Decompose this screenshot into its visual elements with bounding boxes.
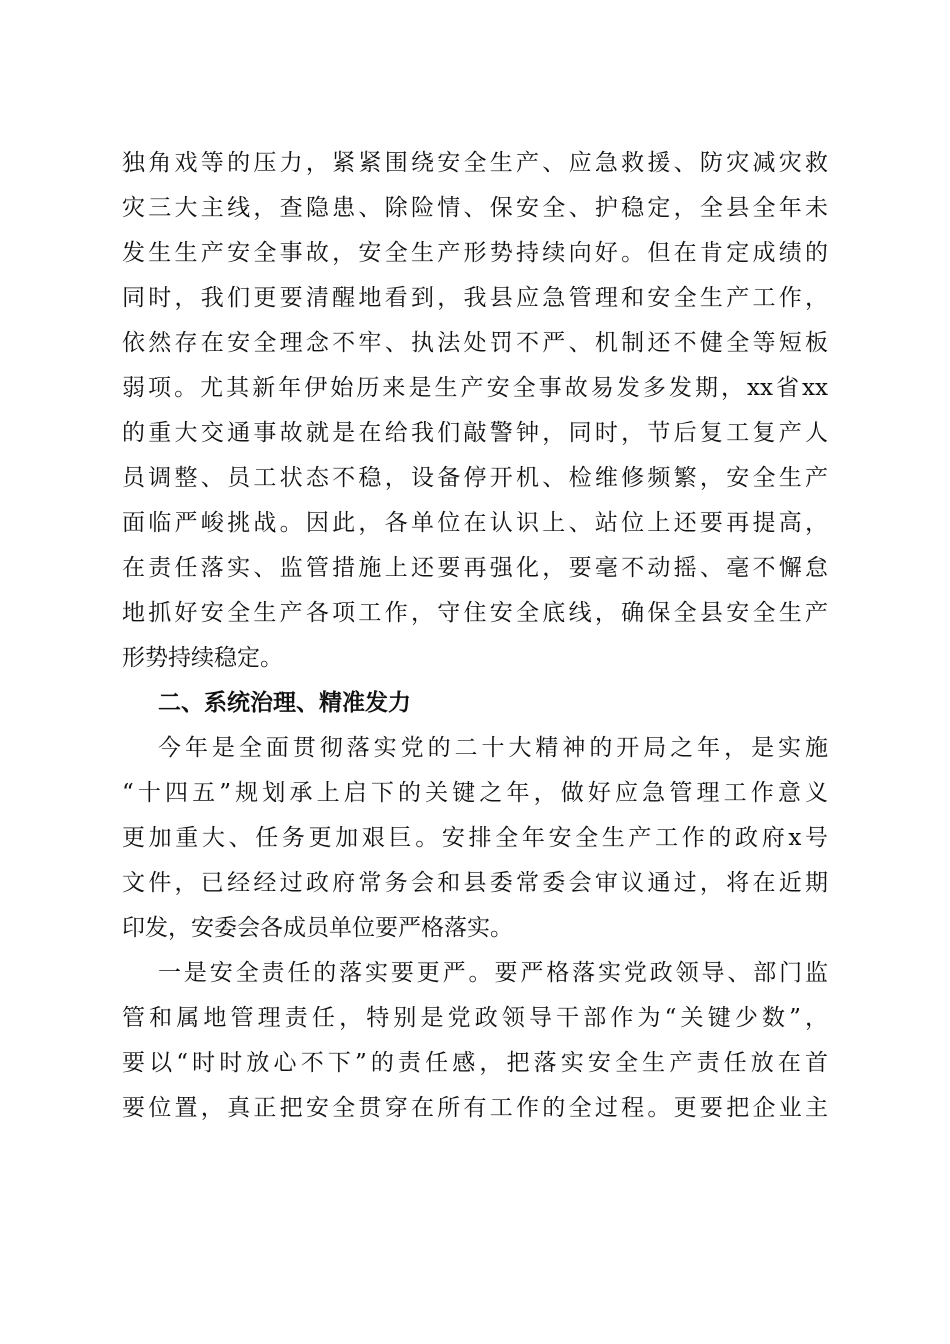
paragraph-line: 管和属地管理责任，特别是党政领导干部作为“关键少数”， — [122, 1005, 828, 1031]
paragraph-line: 独角戏等的压力，紧紧围绕安全生产、应急救援、防灾减灾救 — [122, 150, 828, 176]
paragraph-2 — [122, 726, 828, 951]
paragraph-line: 形势持续稳定。 — [122, 645, 283, 671]
paragraph-line: 一是安全责任的落实要更严。要严格落实党政领导、部门监 — [158, 960, 828, 986]
paragraph-line: 依然存在安全理念不牢、执法处罚不严、机制还不健全等短板 — [122, 330, 828, 356]
paragraph-line: 发生生产安全事故，安全生产形势持续向好。但在肯定成绩的 — [122, 240, 828, 266]
paragraph-line: 同时，我们更要清醒地看到，我县应急管理和安全生产工作， — [122, 285, 828, 311]
paragraph-line: 在责任落实、监管措施上还要再强化，要毫不动摇、毫不懈怠 — [122, 555, 828, 581]
paragraph-line: 灾三大主线，查隐患、除险情、保安全、护稳定，全县全年未 — [122, 195, 828, 221]
section-heading: 二、系统治理、精准发力 — [158, 690, 411, 716]
paragraph-line: 地抓好安全生产各项工作，守住安全底线，确保全县安全生产 — [122, 600, 828, 626]
paragraph-3 — [122, 951, 828, 1131]
paragraph-line: 面临严峻挑战。因此，各单位在认识上、站位上还要再提高， — [122, 510, 828, 536]
paragraph-line: 文件，已经经过政府常务会和县委常委会审议通过，将在近期 — [122, 870, 828, 896]
paragraph-line: “十四五”规划承上启下的关键之年，做好应急管理工作意义 — [122, 780, 828, 806]
paragraph-1 — [122, 141, 828, 681]
paragraph-line: 要以“时时放心不下”的责任感，把落实安全生产责任放在首 — [122, 1050, 828, 1076]
paragraph-line: 今年是全面贯彻落实党的二十大精神的开局之年，是实施 — [158, 735, 828, 761]
paragraph-line: 更加重大、任务更加艰巨。安排全年安全生产工作的政府x号 — [122, 825, 828, 851]
paragraph-line: 的重大交通事故就是在给我们敲警钟，同时，节后复工复产人 — [122, 420, 828, 446]
paragraph-line: 弱项。尤其新年伊始历来是生产安全事故易发多发期，xx省xx — [122, 375, 828, 401]
paragraph-line: 印发，安委会各成员单位要严格落实。 — [122, 915, 513, 941]
paragraph-line: 员调整、员工状态不稳，设备停开机、检维修频繁，安全生产 — [122, 465, 828, 491]
document-body — [122, 141, 828, 1131]
paragraph-line: 要位置，真正把安全贯穿在所有工作的全过程。更要把企业主 — [122, 1095, 828, 1121]
